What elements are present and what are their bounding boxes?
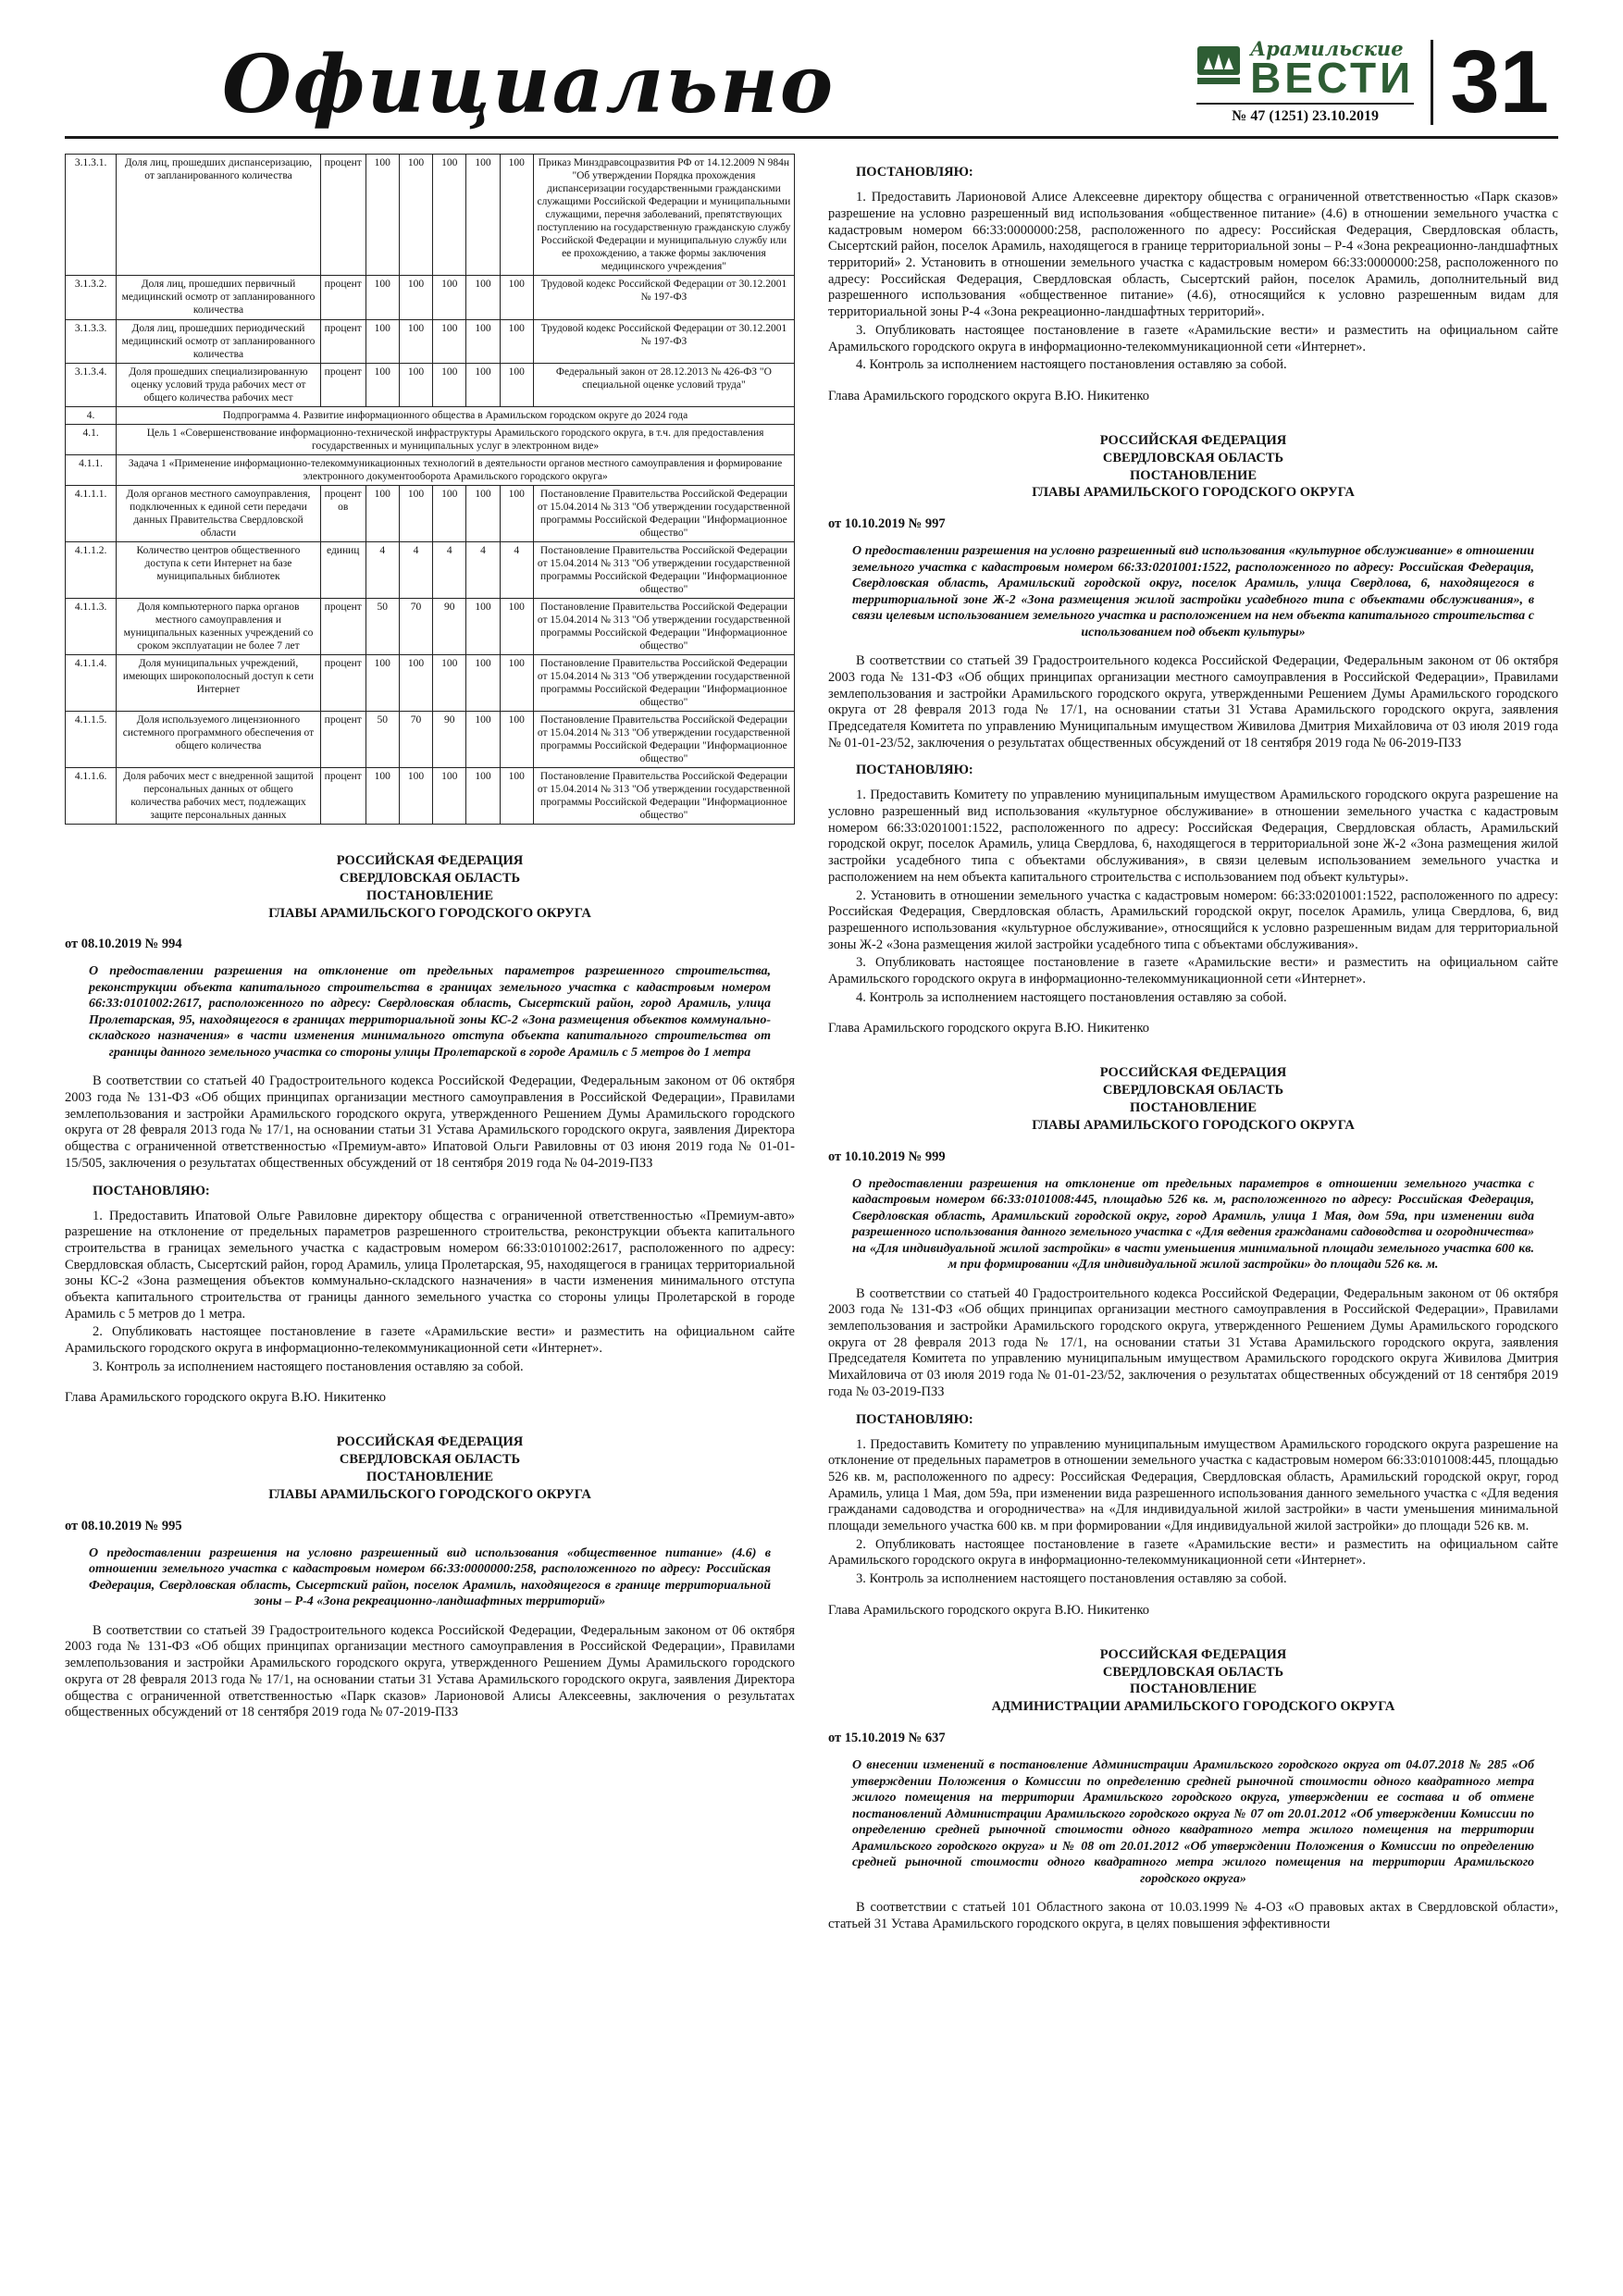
- decree-heading-line: АДМИНИСТРАЦИИ АРАМИЛЬСКОГО ГОРОДСКОГО ОКРУГА: [991, 1699, 1395, 1715]
- indicator-basis: Федеральный закон от 28.12.2013 № 426-ФЗ "О специальной оценке условий труда": [533, 363, 794, 406]
- indicator-value: 100: [399, 654, 432, 711]
- row-number: 4.1.1.1.: [66, 485, 117, 541]
- indicator-basis: Постановление Правительства Российской Федерации от 15.04.2014 № 313 "Об утверждении государственной программы Российской Федерации "Информационное общество": [533, 598, 794, 654]
- indicator-value: 100: [365, 363, 399, 406]
- indicator-name: Доля рабочих мест с внедренной защитой персональных данных от общего количества рабочих мест, подлежащих защите персональных данных: [117, 767, 321, 824]
- indicator-value: 100: [500, 767, 533, 824]
- table-row: [66, 654, 795, 711]
- decree-paragraph: 1. Предоставить Комитету по управлению муниципальным имуществом Арамильского городского округа разрешение на отклонение от предельных параметров в отношении земельного участка с кадастровым номером 66:33:0101008:445, площадью 526 кв. м, расположенного по адресу: Российская Федерация, Свердловская область, Арамильский городской округ, город Арамиль, улица 1 Мая, дом 59а, при изменении вида разрешенного использования данного земельного участка с «Для ведения гражданами садоводства и огородничества» на «Для индивидуальной жилой застройки» в части уменьшения минимальной площади земельного участка 600 кв. м при формировании «Для индивидуальной жилой застройки» до площади 526 кв. м.: [828, 1436, 1558, 1533]
- decree-resolve: ПОСТАНОВЛЯЮ:: [93, 1183, 210, 1198]
- table-row: [66, 424, 795, 454]
- indicator-value: 4: [399, 541, 432, 598]
- indicator-name: Доля прошедших специализированную оценку условий труда рабочих мест от общего количества рабочих мест: [117, 363, 321, 406]
- decree-paragraph: 4. Контроль за исполнением настоящего постановления оставляю за собой.: [856, 357, 1287, 373]
- decree-date: от 15.10.2019 № 637: [828, 1731, 946, 1746]
- table-row: [66, 711, 795, 767]
- indicator-value: 100: [365, 319, 399, 363]
- indicator-value: 100: [466, 363, 500, 406]
- indicators-table: [65, 154, 795, 825]
- decree-paragraph: В соответствии со статьей 40 Градостроительного кодекса Российской Федерации, Федеральным законом от 06 октября 2003 года № 131-ФЗ «Об общих принципах организации местного самоуправления в Российской Федерации», Правилами землепользования и застройки Арамильского городского округа, утвержденного Решением Думы Арамильского городского округа от 28 февраля 2013 года № 17/1, на основании статьи 31 Устава Арамильского городского округа, заявления Председателя Комитета по управлению муниципальным имуществом Арамильского городского округа Живилова Дмитрия Михайловича от 03 июля 2019 года № 01-01-23/52, заключения о результатах общественных обсуждений от 18 сентября 2019 года № 03-2019-ПЗЗ: [828, 1285, 1558, 1399]
- brand-main-line: ВЕСТИ: [1250, 54, 1415, 102]
- indicator-unit: процент: [320, 319, 365, 363]
- indicator-value: 100: [466, 485, 500, 541]
- decree-title: О предоставлении разрешения на отклонение от предельных параметров в отношении земельного участка с кадастровым номером 66:33:0101008:445, площадью 526 кв. м, расположенного по адресу: Российская Федерация, Свердловская область, Арамильский городской округ, город Арамиль, улица 1 Мая, дом 59а, при изменении вида разрешенного использования данного земельного участка с «Для ведения гражданами садоводства и огородничества» на «Для индивидуальной жилой застройки» в части уменьшения минимальной площади земельного участка 600 кв. м при формировании «Для индивидуальной жилой застройки» до площади 526 кв. м.: [852, 1176, 1534, 1272]
- issue-line: № 47 (1251) 23.10.2019: [1196, 103, 1414, 125]
- row-number: 4.1.1.4.: [66, 654, 117, 711]
- decree-paragraph: 1. Предоставить Ипатовой Ольге Равиловне директору общества с ограниченной ответственностью «Премиум-авто» разрешение на отклонение от предельных параметров разрешенного строительства, реконструкции объекта капитального строительства в границах земельного участка с кадастровым номером 66:33:0101002:2617, расположенного по адресу: Свердловская область, Сысертский район, город Арамиль, улица Пролетарская, 95, находящегося в границах территориальной зоны КС-2 «Зона размещения объектов коммунально-складского назначения» в части изменения минимального отступа объекта капитального строительства от границы данного земельного участка со стороны улицы Пролетарской в городе Арамиль с 5 метров до 1 метра.: [65, 1208, 795, 1322]
- indicator-value: 100: [399, 363, 432, 406]
- indicator-name: Доля лиц, прошедших периодический медицинский осмотр от запланированного количества: [117, 319, 321, 363]
- decree-heading: [828, 1064, 1558, 1134]
- indicator-value: 100: [500, 155, 533, 276]
- page-content: [65, 154, 1558, 1934]
- decree-heading: [828, 432, 1558, 502]
- indicator-value: 100: [365, 155, 399, 276]
- decree-resolve: ПОСТАНОВЛЯЮ:: [856, 763, 973, 778]
- indicator-value: 100: [365, 767, 399, 824]
- indicator-name: Доля лиц, прошедших диспансеризацию, от запланированного количества: [117, 155, 321, 276]
- indicator-basis: Постановление Правительства Российской Федерации от 15.04.2014 № 313 "Об утверждении государственной программы Российской Федерации "Информационное общество": [533, 767, 794, 824]
- decree-heading-line: РОССИЙСКАЯ ФЕДЕРАЦИЯ: [1099, 1065, 1287, 1081]
- decree-heading-line: РОССИЙСКАЯ ФЕДЕРАЦИЯ: [336, 1434, 524, 1450]
- left-column: [65, 154, 795, 1934]
- row-number: 3.1.3.4.: [66, 363, 117, 406]
- indicator-value: 100: [466, 319, 500, 363]
- indicator-name: Количество центров общественного доступа к сети Интернет на базе муниципальных библиотек: [117, 541, 321, 598]
- table-row: [66, 598, 795, 654]
- indicator-value: 100: [500, 276, 533, 319]
- indicator-value: 100: [500, 711, 533, 767]
- indicator-value: 100: [433, 276, 466, 319]
- indicator-value: 90: [433, 711, 466, 767]
- indicator-name: Доля лиц, прошедших первичный медицинский осмотр от запланированного количества: [117, 276, 321, 319]
- table-row: [66, 767, 795, 824]
- row-number: 3.1.3.2.: [66, 276, 117, 319]
- indicator-value: 100: [500, 598, 533, 654]
- indicator-name: Доля органов местного самоуправления, подключенных к единой сети передачи данных Правительства Свердловской области: [117, 485, 321, 541]
- decree-heading-line: РОССИЙСКАЯ ФЕДЕРАЦИЯ: [336, 853, 524, 869]
- decree-title: О предоставлении разрешения на условно разрешенный вид использования «общественное питание» (4.6) в отношении земельного участка с кадастровым номером 66:33:0000000:258, расположенного по адресу: Российская Федерация, Свердловская область, Сысертский район, поселок Арамиль, находящегося в границе территориальной зоны – Р-4 «Зона рекреационно-ландшафтных территорий»: [89, 1545, 771, 1609]
- right-column: [828, 154, 1558, 1934]
- decree-title: О предоставлении разрешения на условно разрешенный вид использования «культурное обслуживание» в отношении земельного участка с кадастровым номером 66:33:0201001:1522, расположенного по адресу: Российская Федерация, Свердловская область, Арамильский городской округ, поселок Арамиль, улица Свердлова, 6, находящегося в территориальной зоне Ж-2 «Зона размещения жилой застройки усадебного типа с объектами обслуживания», в связи целевым использованием земельного участка и расположением на нем объекта капитального строительства с использованием под объект культуры»: [852, 544, 1534, 639]
- page-number: 31: [1450, 31, 1549, 131]
- row-number: 4.1.1.2.: [66, 541, 117, 598]
- indicator-unit: процент: [320, 767, 365, 824]
- indicator-basis: Постановление Правительства Российской Федерации от 15.04.2014 № 313 "Об утверждении государственной программы Российской Федерации "Информационное общество": [533, 711, 794, 767]
- decree-paragraph: В соответствии со статьей 39 Градостроительного кодекса Российской Федерации, Федеральным законом от 06 октября 2003 года № 131-ФЗ «Об общих принципах организации местного самоуправления в Российской Федерации», Правилами землепользования и застройки Арамильского городского округа, утвержденного Решением Думы Арамильского городского округа от 28 февраля 2013 года № 17/1, на основании статьи 31 Устава Арамильского городского округа, заявления Директора общества с ограниченной ответственностью «Парк сказов» Ларионовой Алисы Алексеевны, заключения о результатах общественных обсуждений от 18 сентября 2019 года № 07-2019-ПЗЗ: [65, 1622, 795, 1720]
- row-number: 4.1.1.3.: [66, 598, 117, 654]
- row-number: 4.1.: [66, 424, 117, 454]
- table-row: [66, 363, 795, 406]
- decree-heading: [65, 852, 795, 922]
- masthead: [1196, 31, 1549, 131]
- decree-date: от 08.10.2019 № 995: [65, 1518, 182, 1533]
- indicator-unit: процент: [320, 276, 365, 319]
- decree-signature: Глава Арамильского городского округа В.Ю. Никитенко: [828, 1602, 1150, 1618]
- indicator-basis: Трудовой кодекс Российской Федерации от 30.12.2001 № 197-ФЗ: [533, 319, 794, 363]
- decree-paragraph: 3. Контроль за исполнением настоящего постановления оставляю за собой.: [93, 1359, 524, 1374]
- table-row: [66, 541, 795, 598]
- decree-paragraph: 3. Опубликовать настоящее постановление в газете «Арамильские вести» и разместить на официальном сайте Арамильского городского округа в информационно-телекоммуникационной сети «Интернет».: [828, 955, 1558, 987]
- indicator-value: 100: [466, 598, 500, 654]
- indicator-value: 100: [466, 276, 500, 319]
- decree-date: от 10.10.2019 № 997: [828, 516, 946, 532]
- indicator-unit: процент: [320, 711, 365, 767]
- indicator-value: 100: [433, 363, 466, 406]
- indicator-unit: процент: [320, 363, 365, 406]
- decree-heading-line: ПОСТАНОВЛЕНИЕ: [1129, 1682, 1257, 1697]
- table-row: [66, 485, 795, 541]
- decree-heading-line: СВЕРДЛОВСКАЯ ОБЛАСТЬ: [1102, 450, 1284, 465]
- decree-paragraph: В соответствии со статьей 40 Градостроительного кодекса Российской Федерации, Федеральным законом от 06 октября 2003 года № 131-ФЗ «Об общих принципах организации местного самоуправления в Российской Федерации», Правилами землепользования и застройки Арамильского городского округа, утвержденного Решением Думы Арамильского городского округа от 28 февраля 2013 года № 17/1, на основании статьи 31 Устава Арамильского городского округа, заявления Директора общества с ограниченной ответственностью «Премиум-авто» Ипатовой Ольги Равиловны от 03 июня 2019 года № 01-01-15/505, заключения о результатах общественных обсуждений от 18 сентября 2019 года № 04-2019-ПЗЗ: [65, 1074, 795, 1171]
- indicator-value: 70: [399, 598, 432, 654]
- indicator-value: 100: [399, 767, 432, 824]
- indicator-value: 90: [433, 598, 466, 654]
- table-row: [66, 319, 795, 363]
- decree-heading-line: ПОСТАНОВЛЕНИЕ: [365, 887, 493, 903]
- decree-heading-line: РОССИЙСКАЯ ФЕДЕРАЦИЯ: [1099, 1646, 1287, 1662]
- indicator-value: 100: [466, 711, 500, 767]
- decree-heading-line: СВЕРДЛОВСКАЯ ОБЛАСТЬ: [1102, 1664, 1284, 1680]
- table-row: [66, 406, 795, 424]
- indicator-unit: процент: [320, 598, 365, 654]
- indicator-value: 100: [433, 767, 466, 824]
- indicator-basis: Постановление Правительства Российской Федерации от 15.04.2014 № 313 "Об утверждении государственной программы Российской Федерации "Информационное общество": [533, 541, 794, 598]
- indicator-basis: Приказ Минздравсоцразвития РФ от 14.12.2009 N 984н "Об утверждении Порядка прохождения диспансеризации государственными гражданскими служащими Российской Федерации и муниципальными служащими, перечня заболеваний, препятствующих поступлению на государственную гражданскую службу Российской Федерации и муниципальную службу или ее прохождению, а также формы заключения медицинского учреждения": [533, 155, 794, 276]
- table-row: [66, 155, 795, 276]
- indicator-value: 100: [399, 319, 432, 363]
- section-title: Официально: [222, 38, 836, 132]
- decree-heading: [828, 1646, 1558, 1716]
- decree-title: О внесении изменений в постановление Администрации Арамильского городского округа от 04.07.2018 № 285 «Об утверждении Положения о Комиссии по определению средней рыночной стоимости одного квадратного метра жилого помещения на территории Арамильского городского округа, утверждении ее состава и об отмене постановлений Администрации Арамильского городского округа № 07 от 20.01.2012 «Об утверждении Комиссии по определению средней рыночной стоимости одного квадратного метра жилого помещения на территории Арамильского городского округа» и № 08 от 20.01.2012 «Об утверждении Положения о Комиссии по определению средней рыночной стоимости одного квадратного метра жилого помещения на территории Арамильского городского округа»: [852, 1758, 1534, 1886]
- row-number: 4.: [66, 406, 117, 424]
- indicator-value: 100: [365, 654, 399, 711]
- row-number: 4.1.1.5.: [66, 711, 117, 767]
- decree-date: от 08.10.2019 № 994: [65, 937, 182, 952]
- indicator-value: 100: [399, 485, 432, 541]
- indicator-value: 4: [365, 541, 399, 598]
- indicator-basis: Постановление Правительства Российской Федерации от 15.04.2014 № 313 "Об утверждении государственной программы Российской Федерации "Информационное общество": [533, 654, 794, 711]
- decree-signature: Глава Арамильского городского округа В.Ю. Никитенко: [65, 1390, 387, 1406]
- decree-heading-line: ГЛАВЫ АРАМИЛЬСКОГО ГОРОДСКОГО ОКРУГА: [268, 905, 591, 921]
- indicator-value: 50: [365, 711, 399, 767]
- indicator-name: Доля компьютерного парка органов местного самоуправления и муниципальных казенных учреждений со сроком эксплуатации не более 7 лет: [117, 598, 321, 654]
- decree-signature: Глава Арамильского городского округа В.Ю. Никитенко: [828, 1021, 1150, 1036]
- indicator-value: 100: [500, 485, 533, 541]
- row-number: 3.1.3.1.: [66, 155, 117, 276]
- decree-paragraph: В соответствии со статьей 39 Градостроительного кодекса Российской Федерации, Федеральным законом от 06 октября 2003 года № 131-ФЗ «Об общих принципах организации местного самоуправления в Российской Федерации», Правилами землепользования и застройки Арамильского городского округа, утвержденными Решением Думы Арамильского городского округа от 28 февраля 2013 года № 17/1, на основании статьи 31 Устава Арамильского городского округа, заявления Председателя Комитета по управлению Муниципальным имуществом Живилова Дмитрия Михайловича от 03 июля 2019 года № 01-01-23/52, заключения о результатах общественных обсуждений от 18 сентября 2019 года № 06-2019-ПЗЗ: [828, 653, 1558, 751]
- indicator-value: 100: [466, 767, 500, 824]
- indicator-name: Доля муниципальных учреждений, имеющих широкополосный доступ к сети Интернет: [117, 654, 321, 711]
- table-row: [66, 276, 795, 319]
- indicator-value: 100: [399, 155, 432, 276]
- indicator-basis: Трудовой кодекс Российской Федерации от 30.12.2001 № 197-ФЗ: [533, 276, 794, 319]
- decree-title: О предоставлении разрешения на отклонение от предельных параметров разрешенного строительства, реконструкции объекта капитального строительства в границах земельного участка с кадастровым номером 66:33:0101002:2617, расположенного по адресу: Свердловская область, Сысертский район, город Арамиль, улица Пролетарская, 95, находящегося в границах территориальной зоны КС-2 «Зона размещения объектов коммунально-складского назначения» в части изменения минимального отступа объекта капитального строительства от границы данного земельного участка со стороны улицы Пролетарской в городе Арамиль с 5 метров до 1 метра: [89, 964, 771, 1060]
- decree-paragraph: В соответствии с статьей 101 Областного закона от 10.03.1999 № 4-ОЗ «О правовых актах в Свердловской области», статьей 31 Устава Арамильского городского округа, в целях повышения эффективности: [828, 1900, 1558, 1931]
- indicator-value: 4: [500, 541, 533, 598]
- indicator-unit: процентов: [320, 485, 365, 541]
- row-span-text: Цель 1 «Совершенствование информационно-технической инфраструктуры Арамильского городского округа, в т.ч. для предоставления государственных и муниципальных услуг в электронном виде»: [117, 424, 795, 454]
- indicator-basis: Постановление Правительства Российской Федерации от 15.04.2014 № 313 "Об утверждении государственной программы Российской Федерации "Информационное общество": [533, 485, 794, 541]
- indicator-value: 50: [365, 598, 399, 654]
- decree-heading: [65, 1433, 795, 1503]
- decree-date: от 10.10.2019 № 999: [828, 1148, 946, 1164]
- decree-heading-line: ГЛАВЫ АРАМИЛЬСКОГО ГОРОДСКОГО ОКРУГА: [1032, 1117, 1355, 1133]
- indicator-value: 100: [365, 485, 399, 541]
- indicator-value: 100: [433, 155, 466, 276]
- table-row: [66, 454, 795, 485]
- indicator-name: Доля используемого лицензионного системного программного обеспечения от общего количества: [117, 711, 321, 767]
- indicator-value: 100: [500, 319, 533, 363]
- indicator-unit: единиц: [320, 541, 365, 598]
- indicator-value: 100: [399, 276, 432, 319]
- decree-paragraph: 4. Контроль за исполнением настоящего постановления оставляю за собой.: [856, 989, 1287, 1005]
- row-span-text: Задача 1 «Применение информационно-телекоммуникационных технологий в деятельности органов местного самоуправления и формирование электронного документооборота Арамильского городского округа»: [117, 454, 795, 485]
- indicator-value: 100: [433, 319, 466, 363]
- indicator-unit: процент: [320, 654, 365, 711]
- decree-heading-line: СВЕРДЛОВСКАЯ ОБЛАСТЬ: [339, 870, 521, 886]
- decree-signature: Глава Арамильского городского округа В.Ю. Никитенко: [828, 388, 1150, 403]
- newspaper-brand: [1196, 39, 1414, 125]
- indicator-value: 100: [433, 654, 466, 711]
- decree-paragraph: 2. Опубликовать настоящее постановление в газете «Арамильские вести» и разместить на официальном сайте Арамильского городского округа в информационно-телекоммуникационной сети «Интернет».: [65, 1324, 795, 1357]
- decree-heading-line: ПОСТАНОВЛЕНИЕ: [365, 1470, 493, 1485]
- indicator-value: 100: [365, 276, 399, 319]
- decree-heading-line: ГЛАВЫ АРАМИЛЬСКОГО ГОРОДСКОГО ОКРУГА: [268, 1486, 591, 1502]
- indicator-value: 100: [433, 485, 466, 541]
- decree-heading-line: РОССИЙСКАЯ ФЕДЕРАЦИЯ: [1099, 432, 1287, 448]
- row-number: 4.1.1.: [66, 454, 117, 485]
- brand-script-line: Арамильские: [1250, 37, 1404, 60]
- decree-resolve: ПОСТАНОВЛЯЮ:: [856, 1411, 973, 1427]
- row-span-text: Подпрограмма 4. Развитие информационного общества в Арамильском городском округе до 2024 года: [117, 406, 795, 424]
- decree-paragraph: 1. Предоставить Комитету по управлению муниципальным имуществом Арамильского городского округа разрешение на условно разрешенный вид использования «культурное обслуживание» в отношении земельного участка с кадастровым номером 66:33:0201001:1522, расположенного по адресу: Российская Федерация, Свердловская область, Арамильский городской округ, поселок Арамиль, улица Свердлова, 6, находящегося в территориальной зоне Ж-2 «Зона размещения жилой застройки усадебного типа с объектами обслуживания», в связи целевым использованием земельного участка и расположением на нем объекта капитального строительства с использованием под объект культуры».: [828, 788, 1558, 885]
- page-header: [65, 31, 1558, 139]
- decree-paragraph: 2. Опубликовать настоящее постановление в газете «Арамильские вести» и разместить на официальном сайте Арамильского городского округа в информационно-телекоммуникационной сети «Интернет».: [828, 1536, 1558, 1569]
- decree-paragraph: 2. Установить в отношении земельного участка с кадастровым номером: 66:33:0201001:1522, расположенного по адресу: Российская Федерация, Свердловская область, Арамильский городской округ, поселок Арамиль, улица Свердлова, 6, вид разрешенного использования «культурное обслуживание», относящийся к условно разрешенным видам для территориальной зоны Ж-2 «Зона размещения жилой застройки усадебного типа с объектами обслуживания».: [828, 887, 1558, 952]
- decree-heading-line: ГЛАВЫ АРАМИЛЬСКОГО ГОРОДСКОГО ОКРУГА: [1032, 485, 1355, 501]
- decree-paragraph: 1. Предоставить Ларионовой Алисе Алексеевне директору общества с ограниченной ответственностью «Парк сказов» разрешение на условно разрешенный вид использования «общественное питание» (4.6) в отношении земельного участка с кадастровым номером 66:33:0000000:258, расположенного по адресу: Российская Федерация, Свердловская область, Сысертский район, поселок Арамиль, находящегося в границе территориальной зоны – Р-4 «Зона рекреационно-ландшафтных территорий» 2. Установить в отношении земельного участка с кадастровым номером 66:33:0000000:258, расположенного по адресу: Российская Федерация, Свердловская область, Сысертский район, поселок Арамиль, дополнительный вид разрешенного использования «общественное питание» (4.6), относящийся к условно разрешенным видам для территориальной зоны Р-4 «Зона рекреационно-ландшафтных территорий».: [828, 190, 1558, 320]
- decree-resolve: ПОСТАНОВЛЯЮ:: [856, 165, 973, 180]
- indicator-value: 100: [500, 654, 533, 711]
- row-number: 4.1.1.6.: [66, 767, 117, 824]
- decree-heading-line: СВЕРДЛОВСКАЯ ОБЛАСТЬ: [339, 1452, 521, 1468]
- indicator-unit: процент: [320, 155, 365, 276]
- header-divider: [1431, 40, 1433, 125]
- indicator-value: 100: [466, 654, 500, 711]
- decree-heading-line: СВЕРДЛОВСКАЯ ОБЛАСТЬ: [1102, 1083, 1284, 1098]
- decree-heading-line: ПОСТАНОВЛЕНИЕ: [1129, 467, 1257, 483]
- indicator-value: 4: [466, 541, 500, 598]
- indicator-value: 100: [466, 155, 500, 276]
- decree-paragraph: 3. Контроль за исполнением настоящего постановления оставляю за собой.: [856, 1571, 1287, 1586]
- indicator-value: 70: [399, 711, 432, 767]
- indicator-value: 4: [433, 541, 466, 598]
- decree-paragraph: 3. Опубликовать настоящее постановление в газете «Арамильские вести» и разместить на официальном сайте Арамильского городского округа в информационно-телекоммуникационной сети «Интернет».: [828, 322, 1558, 354]
- indicator-value: 100: [500, 363, 533, 406]
- row-number: 3.1.3.3.: [66, 319, 117, 363]
- crest-icon: [1196, 45, 1241, 91]
- decree-heading-line: ПОСТАНОВЛЕНИЕ: [1129, 1100, 1257, 1115]
